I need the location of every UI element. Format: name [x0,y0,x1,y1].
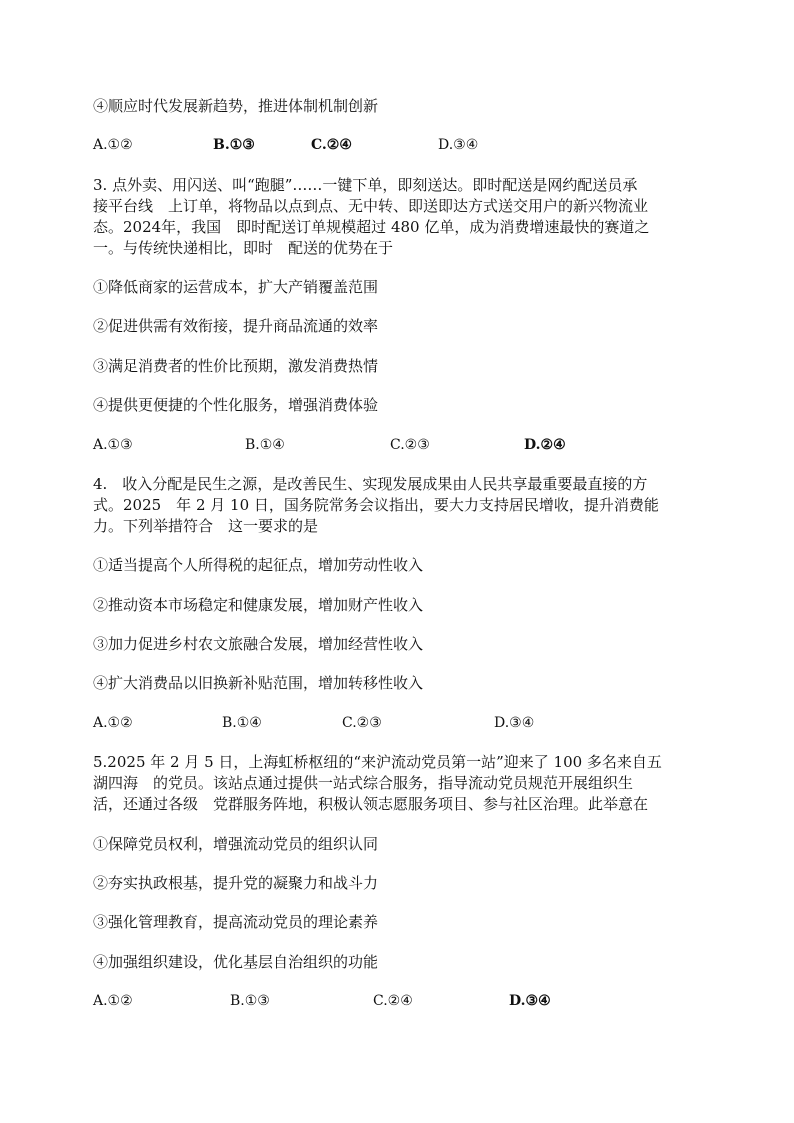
q4-option-d: D.③④ [494,715,535,731]
q5-option-b: B.①③ [230,993,270,1009]
q2-item-4: ④顺应时代发展新趋势，推进体制机制创新 [93,97,379,115]
q5-stem-line: 5.2025 年 2 月 5 日，上海虹桥枢纽的“来沪流动党员第一站”迎来了 100 多名来自五 [93,753,662,771]
q3-item-1: ①降低商家的运营成本，扩大产销覆盖范围 [93,278,379,296]
q4-item-4: ④扩大消费品以旧换新补贴范围，增加转移性收入 [93,674,424,692]
q2-option-b: B.①③ [213,137,255,153]
q2-option-a: A.①② [93,137,133,153]
q3-option-a: A.①③ [93,437,133,453]
q5-stem-line: 活，还通过各级 党群服务阵地，积极认领志愿服务项目、参与社区治理。此举意在 [93,795,649,813]
q3-option-c: C.②③ [390,437,430,453]
q3-stem-line: 一。与传统快递相比，即时 配送的优势在于 [93,239,394,257]
q3-stem-line: 接平台线 上订单，将物品以点到点、无中转、即送即达方式送交用户的新兴物流业 [93,197,649,215]
q4-stem-line: 力。下列举措符合 这一要求的是 [93,517,319,535]
q5-stem-line: 湖四海 的党员。该站点通过提供一站式综合服务，指导流动党员规范开展组织生 [93,774,634,792]
q5-item-1: ①保障党员权利，增强流动党员的组织认同 [93,835,379,853]
q4-option-c: C.②③ [342,715,382,731]
q3-stem-line: 态。2024年，我国 即时配送订单规模超过 480 亿单，成为消费增速最快的赛道之 [93,218,650,236]
q3-option-b: B.①④ [245,437,285,453]
q2-options [93,135,705,155]
q3-option-d: D.②④ [524,437,566,453]
q5-option-c: C.②④ [373,993,413,1009]
q3-item-4: ④提供更便捷的个性化服务，增强消费体验 [93,396,379,414]
q5-item-2: ②夯实执政根基，提升党的凝聚力和战斗力 [93,874,379,892]
q5-option-d: D.③④ [509,993,551,1009]
q4-item-3: ③加力促进乡村农文旅融合发展，增加经营性收入 [93,635,424,653]
q3-item-3: ③满足消费者的性价比预期，激发消费热情 [93,357,379,375]
q3-stem-line: 3. 点外卖、用闪送、叫“跑腿”……一键下单，即刻送达。即时配送是网约配送员承 [93,176,638,194]
q4-stem-line: 式。2025 年 2 月 10 日，国务院常务会议指出，要大力支持居民增收，提升消费能 [93,496,659,514]
q4-item-2: ②推动资本市场稳定和健康发展，增加财产性收入 [93,596,424,614]
q5-option-a: A.①② [93,993,133,1009]
q5-options [93,991,705,1011]
q2-option-d: D.③④ [438,137,479,153]
q3-options [93,435,705,455]
q3-item-2: ②促进供需有效衔接，提升商品流通的效率 [93,317,379,335]
q4-stem-line: 4. 收入分配是民生之源，是改善民生、实现发展成果由人民共享最重要最直接的方 [93,475,648,493]
q4-item-1: ①适当提高个人所得税的起征点，增加劳动性收入 [93,556,424,574]
q4-option-b: B.①④ [222,715,262,731]
q5-item-4: ④加强组织建设，优化基层自治组织的功能 [93,953,379,971]
q4-options [93,713,705,733]
q5-item-3: ③强化管理教育，提高流动党员的理论素养 [93,913,379,931]
q4-option-a: A.①② [93,715,133,731]
q2-option-c: C.②④ [311,137,352,153]
